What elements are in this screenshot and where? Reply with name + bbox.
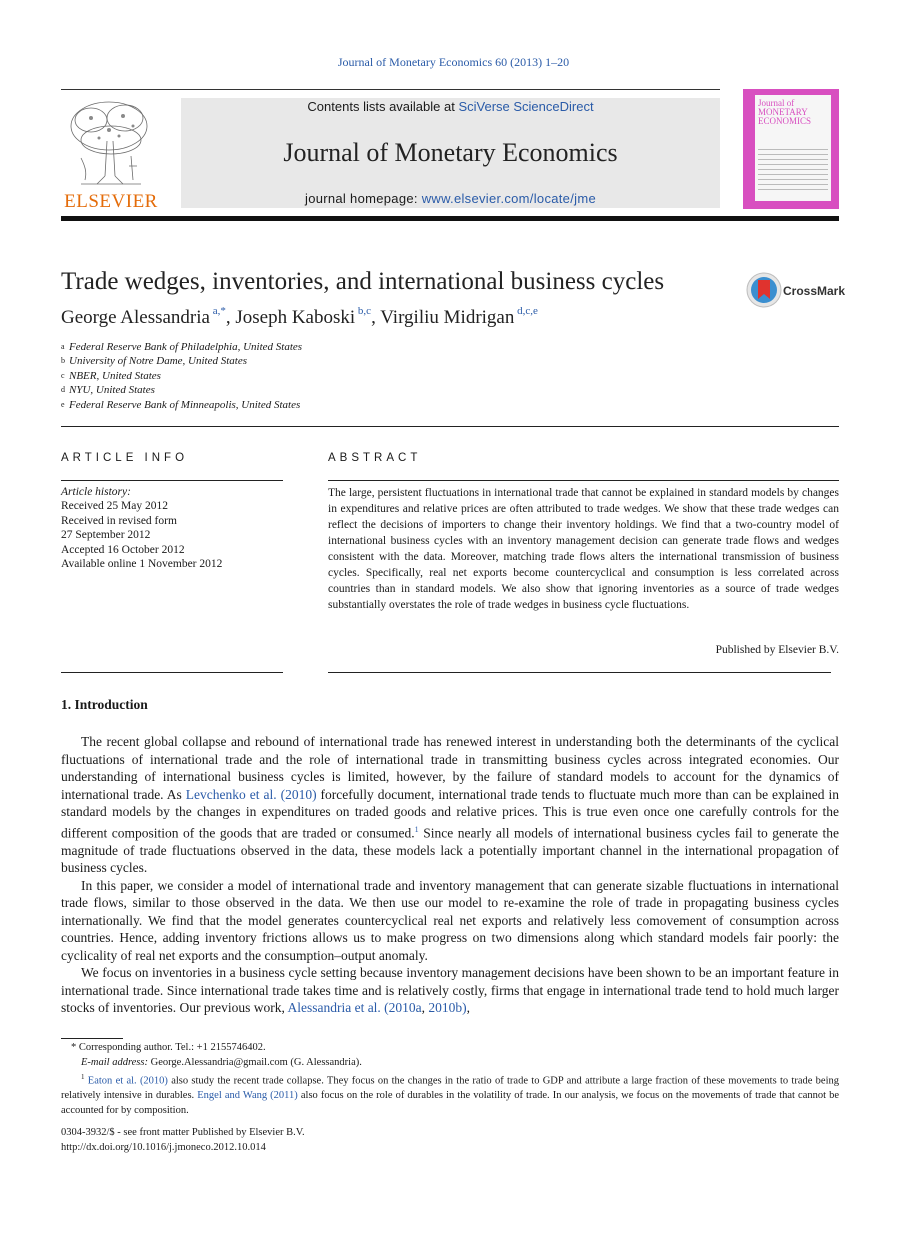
article-history <box>61 485 222 571</box>
footnote-1: $^1$ Eaton et al. (2010) also study the recent trade collapse. They focus on the changes in the ratio of trade to GDP and attribute a large fraction of these movements to trade being relatively intensive in durables. Engel and Wang (2011) also focus on the role of durables in the volatility of trade. In our analysis, we focus on the movements of trade that cannot be accounted for by composition. <box>61 1073 840 1116</box>
affiliation: d NYU, United States <box>61 384 155 397</box>
author-affil-sup[interactable]: a,* <box>209 305 226 317</box>
author-list <box>61 307 538 329</box>
history-line: Received 25 May 2012 <box>61 500 168 513</box>
footnote-marker[interactable]: 1 <box>414 824 419 834</box>
citation-link[interactable]: Alessandria et al. (2010a <box>287 1000 422 1015</box>
crossmark-label[interactable]: CrossMark <box>783 284 846 298</box>
author-name[interactable]: , Joseph Kaboski <box>225 307 356 328</box>
abstract-heading: ABSTRACT <box>328 452 422 464</box>
history-line: 27 September 2012 <box>61 529 151 542</box>
cover-title: Journal of MONETARY ECONOMICS <box>758 98 812 126</box>
introduction-body <box>61 733 839 1017</box>
affiliation: e Federal Reserve Bank of Minneapolis, United States <box>61 398 301 411</box>
author-affil-sup[interactable]: d,c,e <box>514 305 538 317</box>
article-info-rule <box>61 480 283 481</box>
doi-line[interactable]: http://dx.doi.org/10.1016/j.jmoneco.2012.10.014 <box>61 1141 266 1153</box>
affiliation: c NBER, United States <box>61 369 161 382</box>
abstract-text: The large, persistent fluctuations in international trade that cannot be explained in standard models by changes in expenditures and relative prices are often attributed to trade wedges. We show that these trade wedges can reflect the decisions of importers to change their inventory holdings. We find that a two-country model of international business cycles with an inventory management decision can generate trade flows and wedges consistent with the data. Moreover, matching trade flows alters the international transmission of business cycles. Specifically, real net exports become countercyclical and consumption is less correlated across countries than in standard models. We also show that ignoring inventories as a source of trade wedges substantially overstates the role of trade wedges in business cycle fluctuations. <box>328 487 839 611</box>
sciencedirect-link[interactable]: SciVerse ScienceDirect <box>458 99 594 114</box>
contents-line: Contents lists available at SciVerse ScienceDirect <box>307 99 594 114</box>
affiliation-list <box>61 340 302 412</box>
citation-link[interactable]: Levchenko et al. (2010) <box>185 786 317 802</box>
abstract-rule <box>328 480 839 481</box>
abstract-publisher: Published by Elsevier B.V. <box>715 644 839 656</box>
footnotes <box>61 1041 839 1118</box>
cover-contents-lines <box>758 149 828 194</box>
elsevier-wordmark: ELSEVIER <box>64 191 158 212</box>
affiliation: b University of Notre Dame, United States <box>61 355 248 368</box>
issn-line: 0304-3932/$ - see front matter Published by Elsevier B.V. <box>61 1127 305 1138</box>
journal-name: Journal of Monetary Economics <box>283 138 618 167</box>
email-note: E-mail address: George.Alessandria@gmail.com (G. Alessandria). <box>81 1056 362 1068</box>
citation-link[interactable]: 2010b) <box>428 1000 467 1015</box>
abstract-bottom-rule <box>328 672 831 673</box>
author-name[interactable]: George Alessandria <box>61 307 210 328</box>
paragraph: We focus on inventories in a business cycle setting because inventory management decisions have been shown to be an important feature in international trade. Since international trade takes time and is relatively costly, firms that engage in international trade tend to hold much larger stocks of inventories. Our previous work, Alessandria et al. (2010a, 2010b), <box>61 965 839 1015</box>
journal-cover-thumbnail <box>743 89 839 209</box>
journal-citation[interactable]: Journal of Monetary Economics 60 (2013) 1–20 <box>337 55 570 69</box>
article-info-bottom-rule <box>61 672 283 673</box>
article-info-heading: ARTICLE INFO <box>61 452 189 464</box>
homepage-link[interactable]: www.elsevier.com/locate/jme <box>421 191 596 206</box>
header-rule <box>61 89 720 90</box>
history-line: Available online 1 November 2012 <box>61 558 223 571</box>
front-matter <box>61 1126 305 1155</box>
citation-link[interactable]: Eaton et al. (2010) <box>87 1075 168 1087</box>
affiliation: a Federal Reserve Bank of Philadelphia, United States <box>61 341 303 353</box>
section-heading-introduction: 1. Introduction <box>61 697 148 712</box>
paragraph: The recent global collapse and rebound of international trade has renewed interest in understanding both the determinants of the cyclical fluctuations of international trade and the role of international trade in transmitting business cycles across integrated economies. Our understanding of international business cycles is limited, however, by the failure of standard models to account for the dynamics of international trade. As Levchenko et al. (2010) forcefully document, international trade tends to fluctuate much more than can be explained in standard models by the changes in expenditures on traded goods and relative prices. This is true even once one carefully controls for the different composition of the goods that are traded or consumed.$^1$ Since nearly all models of international business cycles fail to generate the magnitude of trade fluctuations observed in the data, these models lack a potentially important channel in the international propagation of business cycles. <box>61 734 840 875</box>
article-title: Trade wedges, inventories, and international business cycles <box>61 268 665 295</box>
corresponding-author-note: * Corresponding author. Tel.: +1 2155746402. <box>71 1042 266 1053</box>
author-affil-sup[interactable]: b,c <box>355 305 372 317</box>
paragraph: In this paper, we consider a model of international trade and inventory management that can generate sizable fluctuations in international trade flows, similar to those observed in the data. We then use our model to re-examine the role of trade in propagating business cycles internationally. We find that the model generates countercyclical real net exports and relatively less comovement of consumption across countries. Hence, adding inventory frictions allows us to make progress on two dimensions along which standard models fair poorly: the cyclicality of real net exports and the consumption–output anomaly. <box>61 877 839 963</box>
history-line: Received in revised form <box>61 514 177 527</box>
citation-link[interactable]: Engel and Wang (2011) <box>197 1090 298 1102</box>
header-thick-rule <box>61 216 839 221</box>
footnote-rule <box>61 1038 123 1039</box>
author-name[interactable]: , Virgiliu Midrigan <box>371 307 515 328</box>
history-label: Article history: <box>61 486 131 498</box>
journal-homepage: journal homepage: www.elsevier.com/locate/jme <box>305 191 596 206</box>
history-line: Accepted 16 October 2012 <box>61 543 185 556</box>
section-rule <box>61 426 839 427</box>
